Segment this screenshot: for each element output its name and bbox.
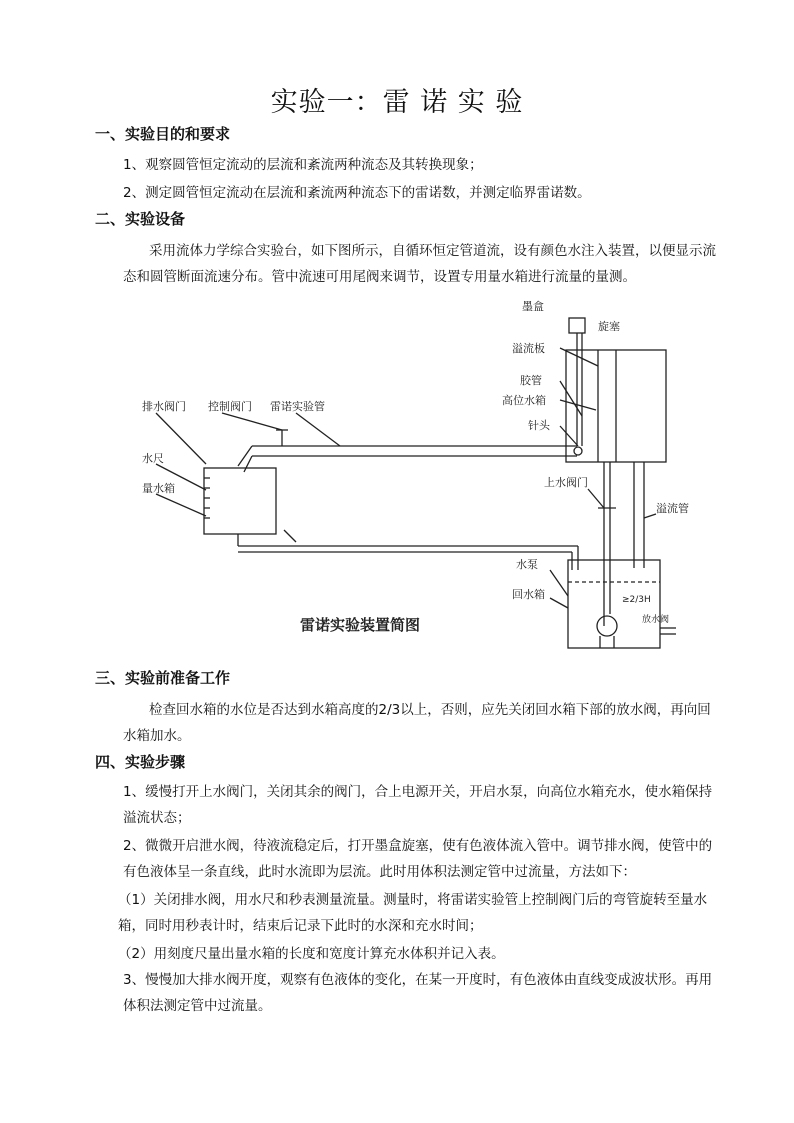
ink-box [569,318,585,333]
diagram-caption: 雷诺实验装置简图 [300,616,421,634]
step-2-sub-1: （1）关闭排水阀，用水尺和秒表测量流量。测量时，将雷诺实验管上控制阀门后的弯管旋转至量水箱，同时用秒表计时，结束后记录下此时的水深和充水时间； [118,892,708,934]
section-3-paragraph: 检查回水箱的水位是否达到水箱高度的2/3以上，否则，应先关闭回水箱下部的放水阀，再向回水箱加水。 [123,702,711,744]
label-overflow-plate: 溢流板 [512,342,545,355]
label-ink-box: 墨盒 [522,300,544,313]
label-release-valve: 放水阀 [642,615,670,625]
label-overflow-pipe: 溢流管 [656,502,689,515]
label-pump: 水泵 [516,558,538,571]
step-3: 3、慢慢加大排水阀开度，观察有色液体的变化，在某一开度时，有色液体由直线变成波状形。再用体积法测定管中过流量。 [123,972,713,1014]
label-level-mark: ≥2/3H [622,595,651,605]
page-title: 实验一：雷 诺 实 验 [270,87,524,118]
step-2: 2、微微开启泄水阀，待液流稳定后，打开墨盒旋塞，使有色液体流入管中。调节排水阀，使管中的有色液体呈一条直线，此时水流即为层流。此时用体积法测定管中过流量，方法如下： [123,838,713,880]
label-needle: 针头 [528,419,550,432]
label-supply-valve: 上水阀门 [544,476,588,489]
step-2-sub-2: （2）用刻度尺量出量水箱的长度和宽度计算充水体积并记入表。 [118,946,505,962]
label-control-valve: 控制阀门 [208,400,252,413]
section-1-item-2: 2、测定圆管恒定流动在层流和紊流两种流态下的雷诺数，并测定临界雷诺数。 [123,185,591,201]
section-heading-3: 三、实验前准备工作 [95,669,231,687]
measure-tank [204,468,276,534]
section-heading-1: 一、实验目的和要求 [95,125,231,143]
label-test-pipe: 雷诺实验管 [270,400,325,413]
section-heading-2: 二、实验设备 [95,210,186,228]
section-1-item-1: 1、观察圆管恒定流动的层流和紊流两种流态及其转换现象； [123,157,483,173]
section-heading-4: 四、实验步骤 [95,753,186,771]
label-cock: 旋塞 [598,320,620,333]
reynolds-apparatus-diagram [120,296,689,666]
label-high-tank: 高位水箱 [502,394,546,407]
water-ruler [204,478,210,518]
label-drain-valve: 排水阀门 [142,400,186,413]
label-rubber-tube: 胶管 [520,374,542,387]
section-2-paragraph: 采用流体力学综合实验台，如下图所示，自循环恒定管道流，设有颜色水注入装置，以便显示流态和圆管断面流速分布。管中流速可用尾阀来调节，设置专用量水箱进行流量的量测。 [123,243,716,285]
label-return-tank: 回水箱 [512,588,545,601]
step-1: 1、缓慢打开上水阀门，关闭其余的阀门，合上电源开关，开启水泵，向高位水箱充水，使水箱保持溢流状态； [123,784,713,826]
label-water-ruler: 水尺 [142,452,164,465]
pump [597,616,617,636]
label-measure-tank: 量水箱 [142,482,175,495]
